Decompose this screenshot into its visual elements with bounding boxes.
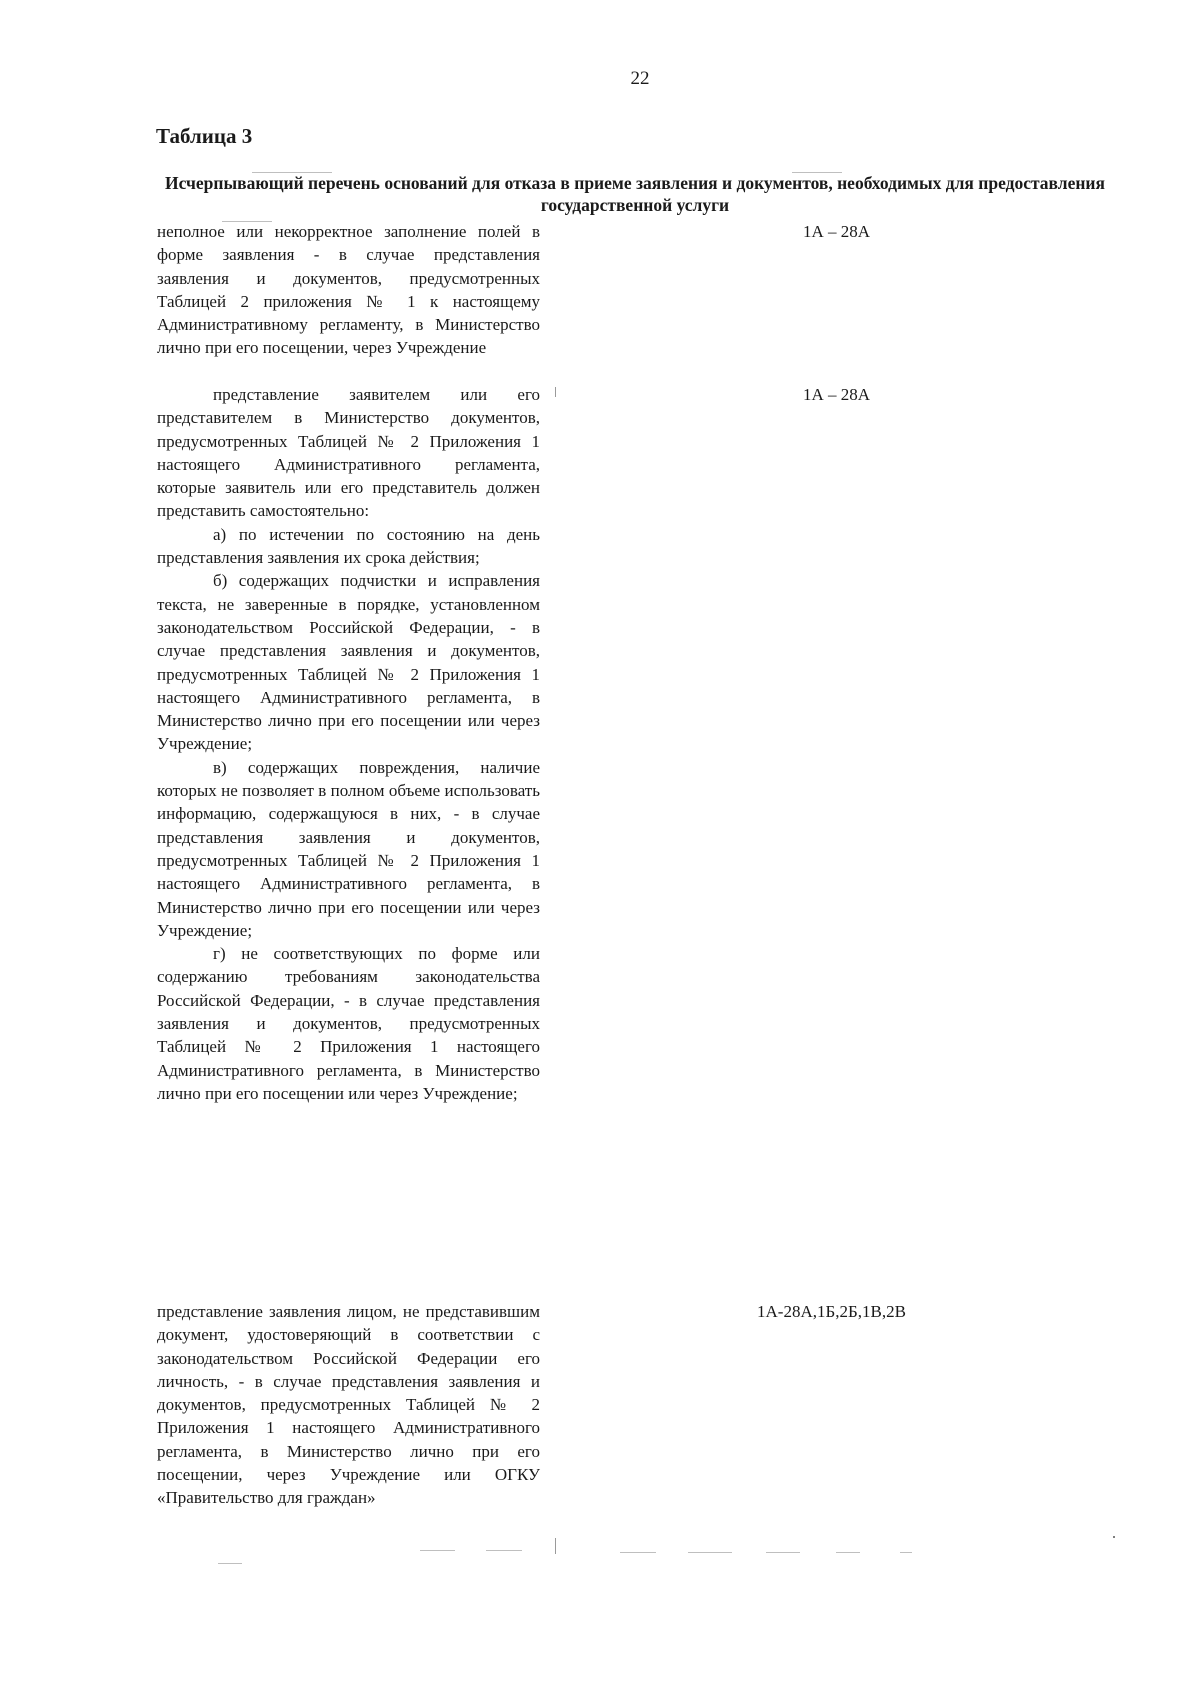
scan-artifact-line bbox=[900, 1552, 912, 1553]
row-2-intro: представление заявителем или его представителем в Министерство документов, предусмотренных Таблицей № 2 Приложения 1 настоящего Административного регламента, которые заявитель или его представитель должен представить самостоятельно: bbox=[157, 385, 540, 521]
row-3-text: представление заявления лицом, не представившим документ, удостоверяющий в соответствии с законодательством Российской Федерации его личность, - в случае представления заявления и документов, предусмотренных Таблицей № 2 Приложения 1 настоящего Административного регламента, в Министерство лично при его посещении, через Учреждение или ОГКУ «Правительство для граждан» bbox=[157, 1302, 540, 1508]
scan-artifact-line bbox=[420, 1550, 455, 1551]
row-2-reason bbox=[157, 383, 540, 1105]
table-label: Таблица 3 bbox=[156, 124, 253, 148]
row-3-codes: 1А-28А,1Б,2Б,1В,2В bbox=[757, 1302, 906, 1321]
scan-artifact-dot bbox=[1113, 1536, 1115, 1538]
scan-artifact-bar bbox=[555, 387, 556, 397]
row-2-item-v: в) содержащих повреждения, наличие которых не позволяет в полном объеме использовать информацию, содержащуюся в них, - в случае представления заявления и документов, предусмотренных Таблицей № 2 Приложения 1 настоящего Административного регламента, в Министерство лично при его посещении или через Учреждение; bbox=[157, 757, 540, 940]
row-1-reason bbox=[157, 220, 540, 360]
row-2-codes: 1А – 28А bbox=[803, 385, 871, 404]
scan-artifact-bar bbox=[555, 1538, 556, 1554]
scan-artifact-line bbox=[218, 1563, 242, 1564]
page-number: 22 bbox=[630, 68, 650, 89]
scan-artifact-line bbox=[486, 1550, 522, 1551]
row-2-item-a: а) по истечении по состоянию на день представления заявления их срока действия; bbox=[157, 524, 540, 568]
row-1-text: неполное или некорректное заполнение полей в форме заявления - в случае представления заявления и документов, предусмотренных Таблицей 2 приложения № 1 к настоящему Административному регламенту, в Министерство лично при его посещении, через Учреждение bbox=[157, 222, 540, 358]
scan-artifact-line bbox=[688, 1552, 732, 1553]
table-title: Исчерпывающий перечень оснований для отказа в приеме заявления и документов, необходимых для предоставления государственной услуги bbox=[165, 173, 1105, 215]
row-2-item-b: б) содержащих подчистки и исправления текста, не заверенные в порядке, установленном законодательством Российской Федерации, - в случае представления заявления и документов, предусмотренных Таблицей № 2 Приложения 1 настоящего Административного регламента, в Министерство лично при его посещении или через Учреждение; bbox=[157, 571, 540, 754]
scan-artifact-line bbox=[836, 1552, 860, 1553]
row-1-codes: 1А – 28А bbox=[803, 222, 871, 241]
scan-artifact-line bbox=[620, 1552, 656, 1553]
row-2-item-g: г) не соответствующих по форме или содержанию требованиям законодательства Российской Федерации, - в случае представления заявления и документов, предусмотренных Таблицей № 2 Приложения 1 настоящего Административного регламента, в Министерство лично при его посещении или через Учреждение; bbox=[157, 944, 540, 1103]
row-3-reason bbox=[157, 1300, 540, 1510]
scan-artifact-line bbox=[766, 1552, 800, 1553]
